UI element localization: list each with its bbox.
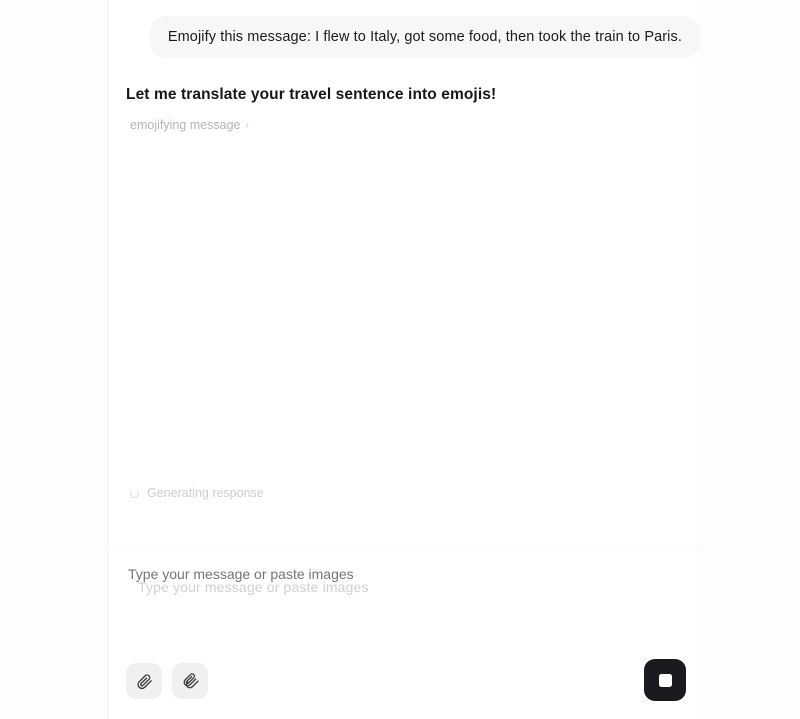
paperclip-icon xyxy=(136,673,153,690)
composer-action-bar xyxy=(126,663,208,699)
user-message-row xyxy=(108,0,700,58)
page-gutter-left xyxy=(0,0,108,719)
assistant-message-heading: Let me translate your travel sentence into emojis! xyxy=(126,86,497,104)
generating-status-label: Generating response xyxy=(147,486,264,501)
tool-activity-chip[interactable] xyxy=(130,118,249,132)
generating-status xyxy=(130,486,700,500)
composer-placeholder-text: Type your message or paste images xyxy=(138,579,369,595)
spinner-icon xyxy=(130,489,139,498)
stop-generating-button[interactable] xyxy=(644,659,686,701)
message-input[interactable] xyxy=(126,564,682,656)
page-gutter-right xyxy=(700,0,800,719)
attach-images-button[interactable] xyxy=(172,663,208,699)
user-message-bubble: Emojify this message: I flew to Italy, got some food, then took the train to Paris. xyxy=(150,16,700,58)
tool-activity-label: emojifying message xyxy=(130,118,241,133)
paperclips-icon xyxy=(181,672,200,691)
assistant-stream-area xyxy=(108,134,700,486)
message-composer xyxy=(108,545,700,713)
chevron-right-icon: › xyxy=(245,119,249,131)
stop-square-icon xyxy=(659,674,672,687)
attach-file-button[interactable] xyxy=(126,663,162,699)
